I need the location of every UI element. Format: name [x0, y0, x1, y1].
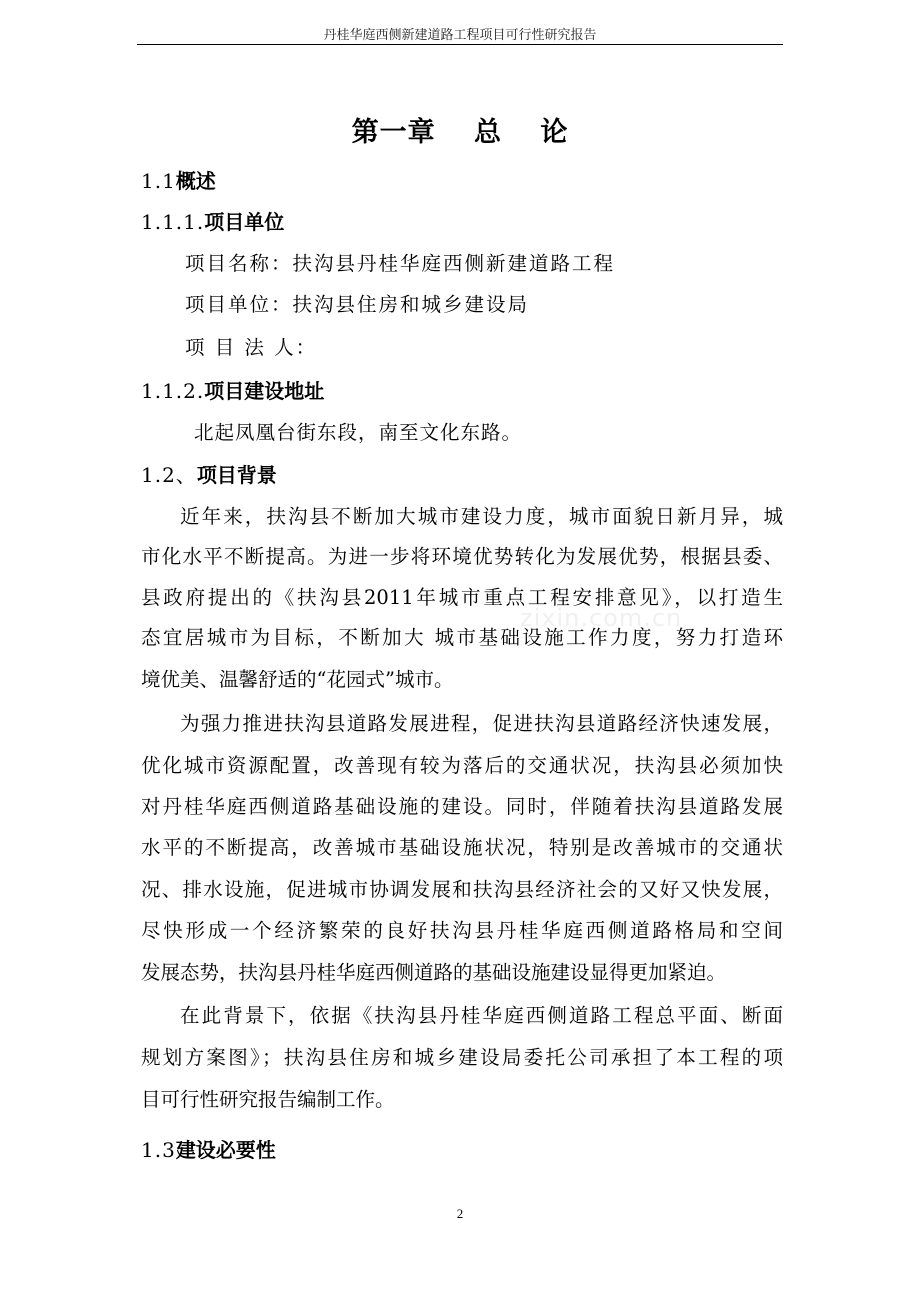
running-header: 丹桂华庭西侧新建道路工程项目可行性研究报告 [323, 28, 597, 43]
paragraph-line: 发展态势，扶沟县丹桂华庭西侧道路的基础设施建设显得更加紧迫。 [141, 961, 727, 984]
section-number: 1.2、 [141, 463, 197, 487]
section-heading-1-1 [141, 167, 216, 195]
paragraph-line: 近年来，扶沟县不断加大城市建设力度，城市面貌日新月异，城 [180, 505, 783, 528]
project-unit: 项目单位：扶沟县住房和城乡建设局 [185, 293, 530, 316]
paragraph-line: 境优美、温馨舒适的“花园式”城市。 [141, 668, 454, 691]
section-number: 1.1.1. [141, 210, 205, 234]
paragraph-line: 规划方案图》；扶沟县住房和城乡建设局委托公司承担了本工程的项 [141, 1046, 783, 1069]
section-title: 项目建设地址 [204, 379, 325, 403]
section-number: 1.3 [141, 1138, 176, 1162]
paragraph-line: 水平的不断提高，改善城市基础设施状况，特别是改善城市的交通状 [141, 836, 783, 859]
paragraph-line: 市化水平不断提高。为进一步将环境优势转化为发展优势，根据县委、 [141, 545, 783, 568]
paragraph-line: 目可行性研究报告编制工作。 [141, 1088, 395, 1111]
construction-address: 北起凤凰台街东段，南至文化东路。 [194, 421, 523, 444]
page-number: 2 [456, 1206, 464, 1221]
section-heading-1-2 [141, 461, 277, 489]
paragraph-line: 县政府提出的《扶沟县2011年城市重点工程安排意见》，以打造生 [141, 586, 783, 609]
section-heading-1-3 [141, 1136, 276, 1164]
paragraph-line: 尽快形成一个经济繁荣的良好扶沟县丹桂华庭西侧道路格局和空间 [141, 919, 783, 942]
paragraph-line: 态宜居城市为目标，不断加大 城市基础设施工作力度，努力打造环 [141, 626, 783, 649]
paragraph-line: 在此背景下，依据《扶沟县丹桂华庭西侧道路工程总平面、断面 [180, 1004, 783, 1027]
header-rule [137, 44, 783, 45]
section-number: 1.1.2. [141, 379, 205, 403]
watermark: zixin.com.cn [520, 604, 683, 632]
section-title: 建设必要性 [175, 1138, 276, 1162]
section-title: 概述 [175, 169, 216, 193]
paragraph-line: 优化城市资源配置，改善现有较为落后的交通状况，扶沟县必须加快 [141, 754, 783, 777]
section-heading-1-1-1 [141, 208, 284, 236]
section-title: 项目单位 [204, 210, 285, 234]
section-title: 项目背景 [196, 463, 277, 487]
project-legal-person: 项 目 法 人： [185, 336, 318, 359]
chapter-title: 第一章 总 论 [351, 117, 569, 148]
section-number: 1.1 [141, 169, 176, 193]
paragraph-line: 为强力推进扶沟县道路发展进程，促进扶沟县道路经济快速发展， [180, 712, 783, 735]
project-name: 项目名称：扶沟县丹桂华庭西侧新建道路工程 [185, 252, 616, 275]
paragraph-line: 对丹桂华庭西侧道路基础设施的建设。同时，伴随着扶沟县道路发展 [141, 795, 783, 818]
section-heading-1-1-2 [141, 377, 324, 405]
paragraph-line: 况、排水设施，促进城市协调发展和扶沟县经济社会的又好又快发展， [141, 878, 783, 901]
